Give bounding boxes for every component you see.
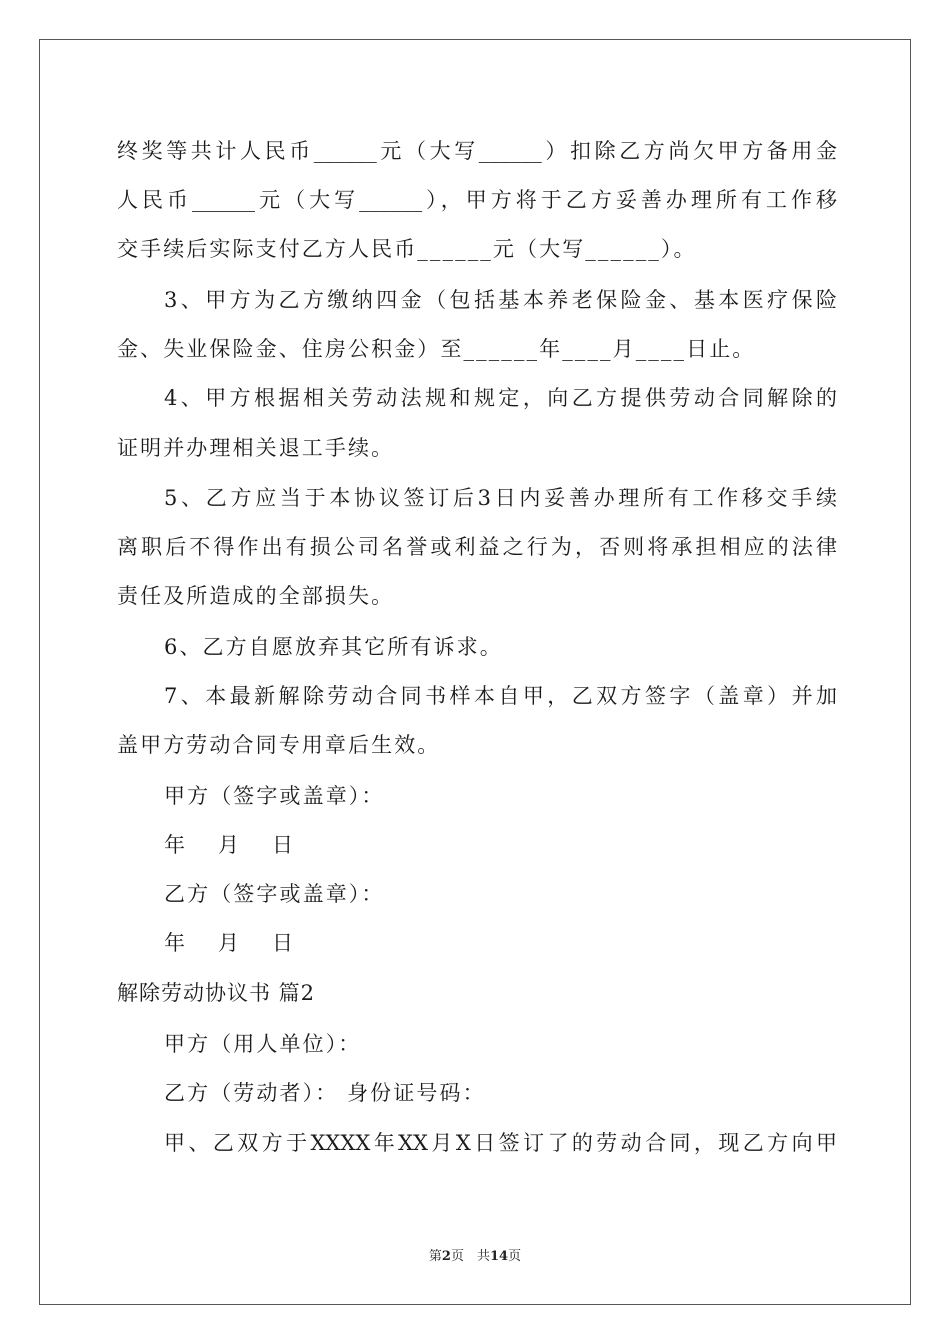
body-line-1: 终奖等共计人民币______元（大写______）扣除乙方尚欠甲方备用金 [117, 139, 837, 163]
party-a-signature-line: 甲方（签字或盖章）： [164, 784, 385, 808]
employee-id-line: 乙方（劳动者）： 身份证号码： [164, 1081, 486, 1105]
footer-page-number: 2 [441, 1249, 451, 1264]
body-line-2: 人民币______元（大写______），甲方将于乙方妥善办理所有工作移 [117, 188, 837, 212]
footer-total-pages: 14 [489, 1249, 509, 1264]
clause-5-line-3: 责任及所造成的全部损失。 [117, 584, 395, 608]
clause-5-line-1: 5、乙方应当于本协议签订后3日内妥善办理所有工作移交手续 [164, 486, 837, 510]
clause-3-line-1: 3、甲方为乙方缴纳四金（包括基本养老保险金、基本医疗保险 [164, 288, 837, 312]
body-line-3: 交手续后实际支付乙方人民币______元（大写______）。 [117, 237, 697, 261]
party-b-signature-line: 乙方（签字或盖章）： [164, 882, 385, 906]
page-footer [0, 1245, 950, 1264]
party-a-date-line: 年 月 日 [164, 833, 299, 857]
employer-line: 甲方（用人单位）： [164, 1032, 362, 1056]
clause-5-line-2: 离职后不得作出有损公司名誉或利益之行为，否则将承担相应的法律 [117, 535, 837, 559]
footer-suffix: 页 [508, 1249, 522, 1264]
clause-7-line-1: 7、本最新解除劳动合同书样本自甲，乙双方签字（盖章）并加 [164, 684, 837, 708]
party-b-date-line: 年 月 日 [164, 931, 299, 955]
clause-7-line-2: 盖甲方劳动合同专用章后生效。 [117, 733, 441, 757]
footer-prefix: 第 [428, 1249, 442, 1264]
clause-6-line: 6、乙方自愿放弃其它所有诉求。 [164, 635, 503, 659]
section-heading: 解除劳动协议书 篇2 [117, 981, 316, 1005]
clause-3-line-2: 金、失业保险金、住房公积金）至______年____月____日止。 [117, 337, 756, 361]
page-border [39, 39, 911, 1305]
agreement-intro-line: 甲、乙双方于XXXX年XX月X日签订了的劳动合同，现乙方向甲 [164, 1131, 837, 1155]
clause-4-line-2: 证明并办理相关退工手续。 [117, 436, 395, 460]
footer-mid: 页 共 [450, 1249, 490, 1264]
clause-4-line-1: 4、甲方根据相关劳动法规和规定，向乙方提供劳动合同解除的 [164, 386, 837, 410]
